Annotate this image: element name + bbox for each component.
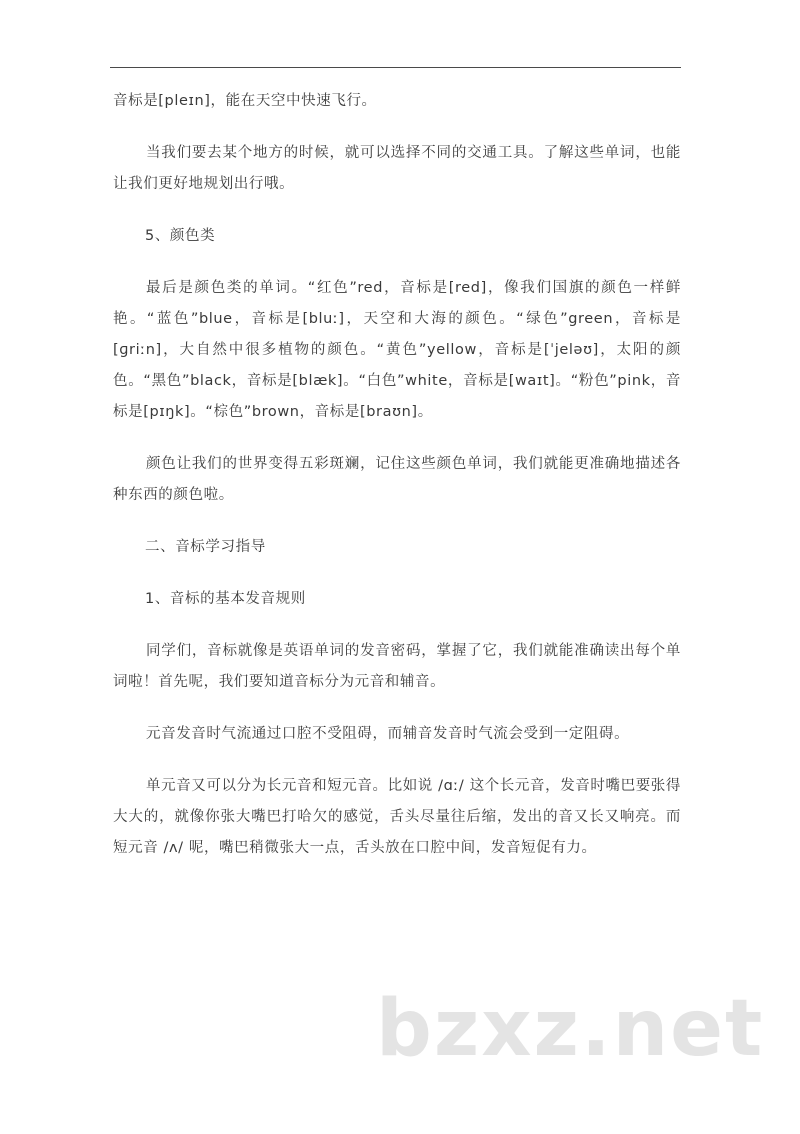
header-rule (110, 67, 681, 68)
document-body (113, 86, 681, 864)
chapter-heading-phonetic-guide: 二、音标学习指导 (145, 539, 266, 555)
paragraph-long-short-vowels: 单元音又可以分为长元音和短元音。比如说 /ɑː/ 这个长元音，发音时嘴巴要张得大大的，就像你张大嘴巴打哈欠的感觉，舌头尽量往后缩，发出的音又长又响亮。而短元音 /ʌ/ 呢，嘴巴稍微张大一点，舌头放在口腔中间，发音短促有力。 (113, 778, 681, 856)
section-heading-colors: 5、颜色类 (145, 228, 216, 244)
paragraph-color-words: 最后是颜色类的单词。“红色”red，音标是[red]，像我们国旗的颜色一样鲜艳。“蓝色”blue，音标是[bluː]，天空和大海的颜色。“绿色”green，音标是[ɡriːn]，大自然中很多植物的颜色。“黄色”yellow，音标是[ˈjeləʊ]，太阳的颜色。“黑色”black，音标是[blæk]。“白色”white，音标是[waɪt]。“粉色”pink，音标是[pɪŋk]。“棕色”brown，音标是[braʊn]。 (113, 280, 681, 420)
section-heading-pronunciation-rules: 1、音标的基本发音规则 (145, 591, 306, 607)
paragraph-plane-phonetic: 音标是[pleɪn]，能在天空中快速飞行。 (113, 93, 377, 109)
paragraph-colors-summary: 颜色让我们的世界变得五彩斑斓，记住这些颜色单词，我们就能更准确地描述各种东西的颜色啦。 (113, 456, 681, 503)
paragraph-vowel-consonant: 元音发音时气流通过口腔不受阻碍，而辅音发音时气流会受到一定阻碍。 (146, 726, 630, 742)
watermark-logo: bzxz.net (376, 984, 765, 1074)
paragraph-transport-summary: 当我们要去某个地方的时候，就可以选择不同的交通工具。了解这些单词，也能让我们更好地规划出行哦。 (113, 145, 681, 192)
paragraph-phonetic-intro: 同学们，音标就像是英语单词的发音密码，掌握了它，我们就能准确读出每个单词啦！首先呢，我们要知道音标分为元音和辅音。 (113, 643, 681, 690)
